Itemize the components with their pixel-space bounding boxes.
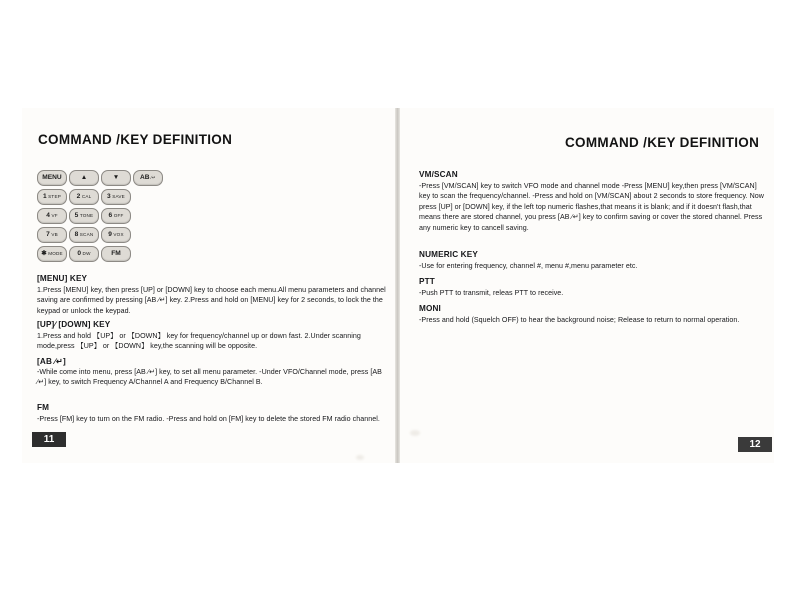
key-fm: FM [101,246,131,262]
section-heading-menu-key: [MENU] KEY [37,274,88,283]
key-ab-enter: AB ∕↵ [133,170,163,186]
section-heading-up-down-key: [UP]∕ [DOWN] KEY [37,320,111,329]
key-6-off: 6 OFF [101,208,131,224]
section-heading-ab-key: [AB ∕↵] [37,357,66,366]
key-star-mode: ✱ MODE [37,246,67,262]
section-heading-ptt: PTT [419,277,435,286]
book-gutter [395,108,400,463]
key-down: ▼ [101,170,131,186]
section-heading-numeric-key: NUMERIC KEY [419,250,478,259]
key-3-save: 3 SAVE [101,189,131,205]
right-page-sheet [399,108,774,463]
key-7-vb: 7 VB [37,227,67,243]
page-number-left: 11 [32,432,66,447]
key-up: ▲ [69,170,99,186]
key-4-vf: 4 VF [37,208,67,224]
section-body-ab-key: -While come into menu, press [AB ∕↵] key, to set all menu parameter. -Under VFO/Channel mode, press [AB ∕↵] key, to switch Frequency A/Channel A and Frequency B/Channel B. [37,368,382,387]
scan-artifact [356,455,364,460]
page-title-right: COMMAND /KEY DEFINITION [565,135,760,150]
scan-artifact [410,430,420,436]
section-heading-moni: MONI [419,304,441,313]
page-title-left: COMMAND /KEY DEFINITION [38,132,233,147]
section-body-fm: -Press [FM] key to turn on the FM radio. -Press and hold on [FM] key to delete the stored FM radio channel. [37,415,380,423]
section-body-vm-scan: -Press [VM/SCAN] key to switch VFO mode and channel mode -Press [MENU] key,then press [VM/SCAN] key to scan the frequency/channel. -Press and hold on [VM/SCAN] about 2 seconds to store frequency. Now press [UP] or [DOWN] key, if the left top numeric flashes,that means it is blank; and if it doesn't flash,that means there are stored channel, you press [AB ∕↵] key to confirm saving or cover the stored channel. Press any numeric key to cancell saving. [419,182,764,232]
section-body-numeric-key: -Use for entering frequency, channel #, menu #,menu parameter etc. [419,262,638,270]
section-body-up-down-key: 1.Press and hold 【UP】 or 【DOWN】 key for frequency/channel up or down fast. 2.Under scanning mode,press 【UP】 or 【DOWN】 key,the scanning will be opposite. [37,332,361,351]
section-heading-fm: FM [37,403,50,412]
section-body-menu-key: 1.Press [MENU] key, then press [UP] or [DOWN] key to choose each menu.All menu parameters and channel saving are confirmed by pressing [AB ∕↵] key. 2.Press and hold on [MENU] key for 2 seconds, to lock the the keypad or unlock the keypad. [37,286,386,315]
keypad-illustration [37,170,177,260]
key-8-scan: 8 SCAN [69,227,99,243]
key-9-vox: 9 VOX [101,227,131,243]
section-body-moni: -Press and hold (Squelch OFF) to hear the background noise; Release to return to normal operation. [419,316,740,324]
key-5-tone: 5 TONE [69,208,99,224]
key-menu: MENU [37,170,67,186]
key-1-step: 1 STEP [37,189,67,205]
section-body-ptt: -Push PTT to transmit, releas PTT to receive. [419,289,564,297]
section-heading-vm-scan: VM/SCAN [419,170,458,179]
key-0-dw: 0 DW [69,246,99,262]
key-2-cal: 2 CAL [69,189,99,205]
page-number-right: 12 [738,437,772,452]
